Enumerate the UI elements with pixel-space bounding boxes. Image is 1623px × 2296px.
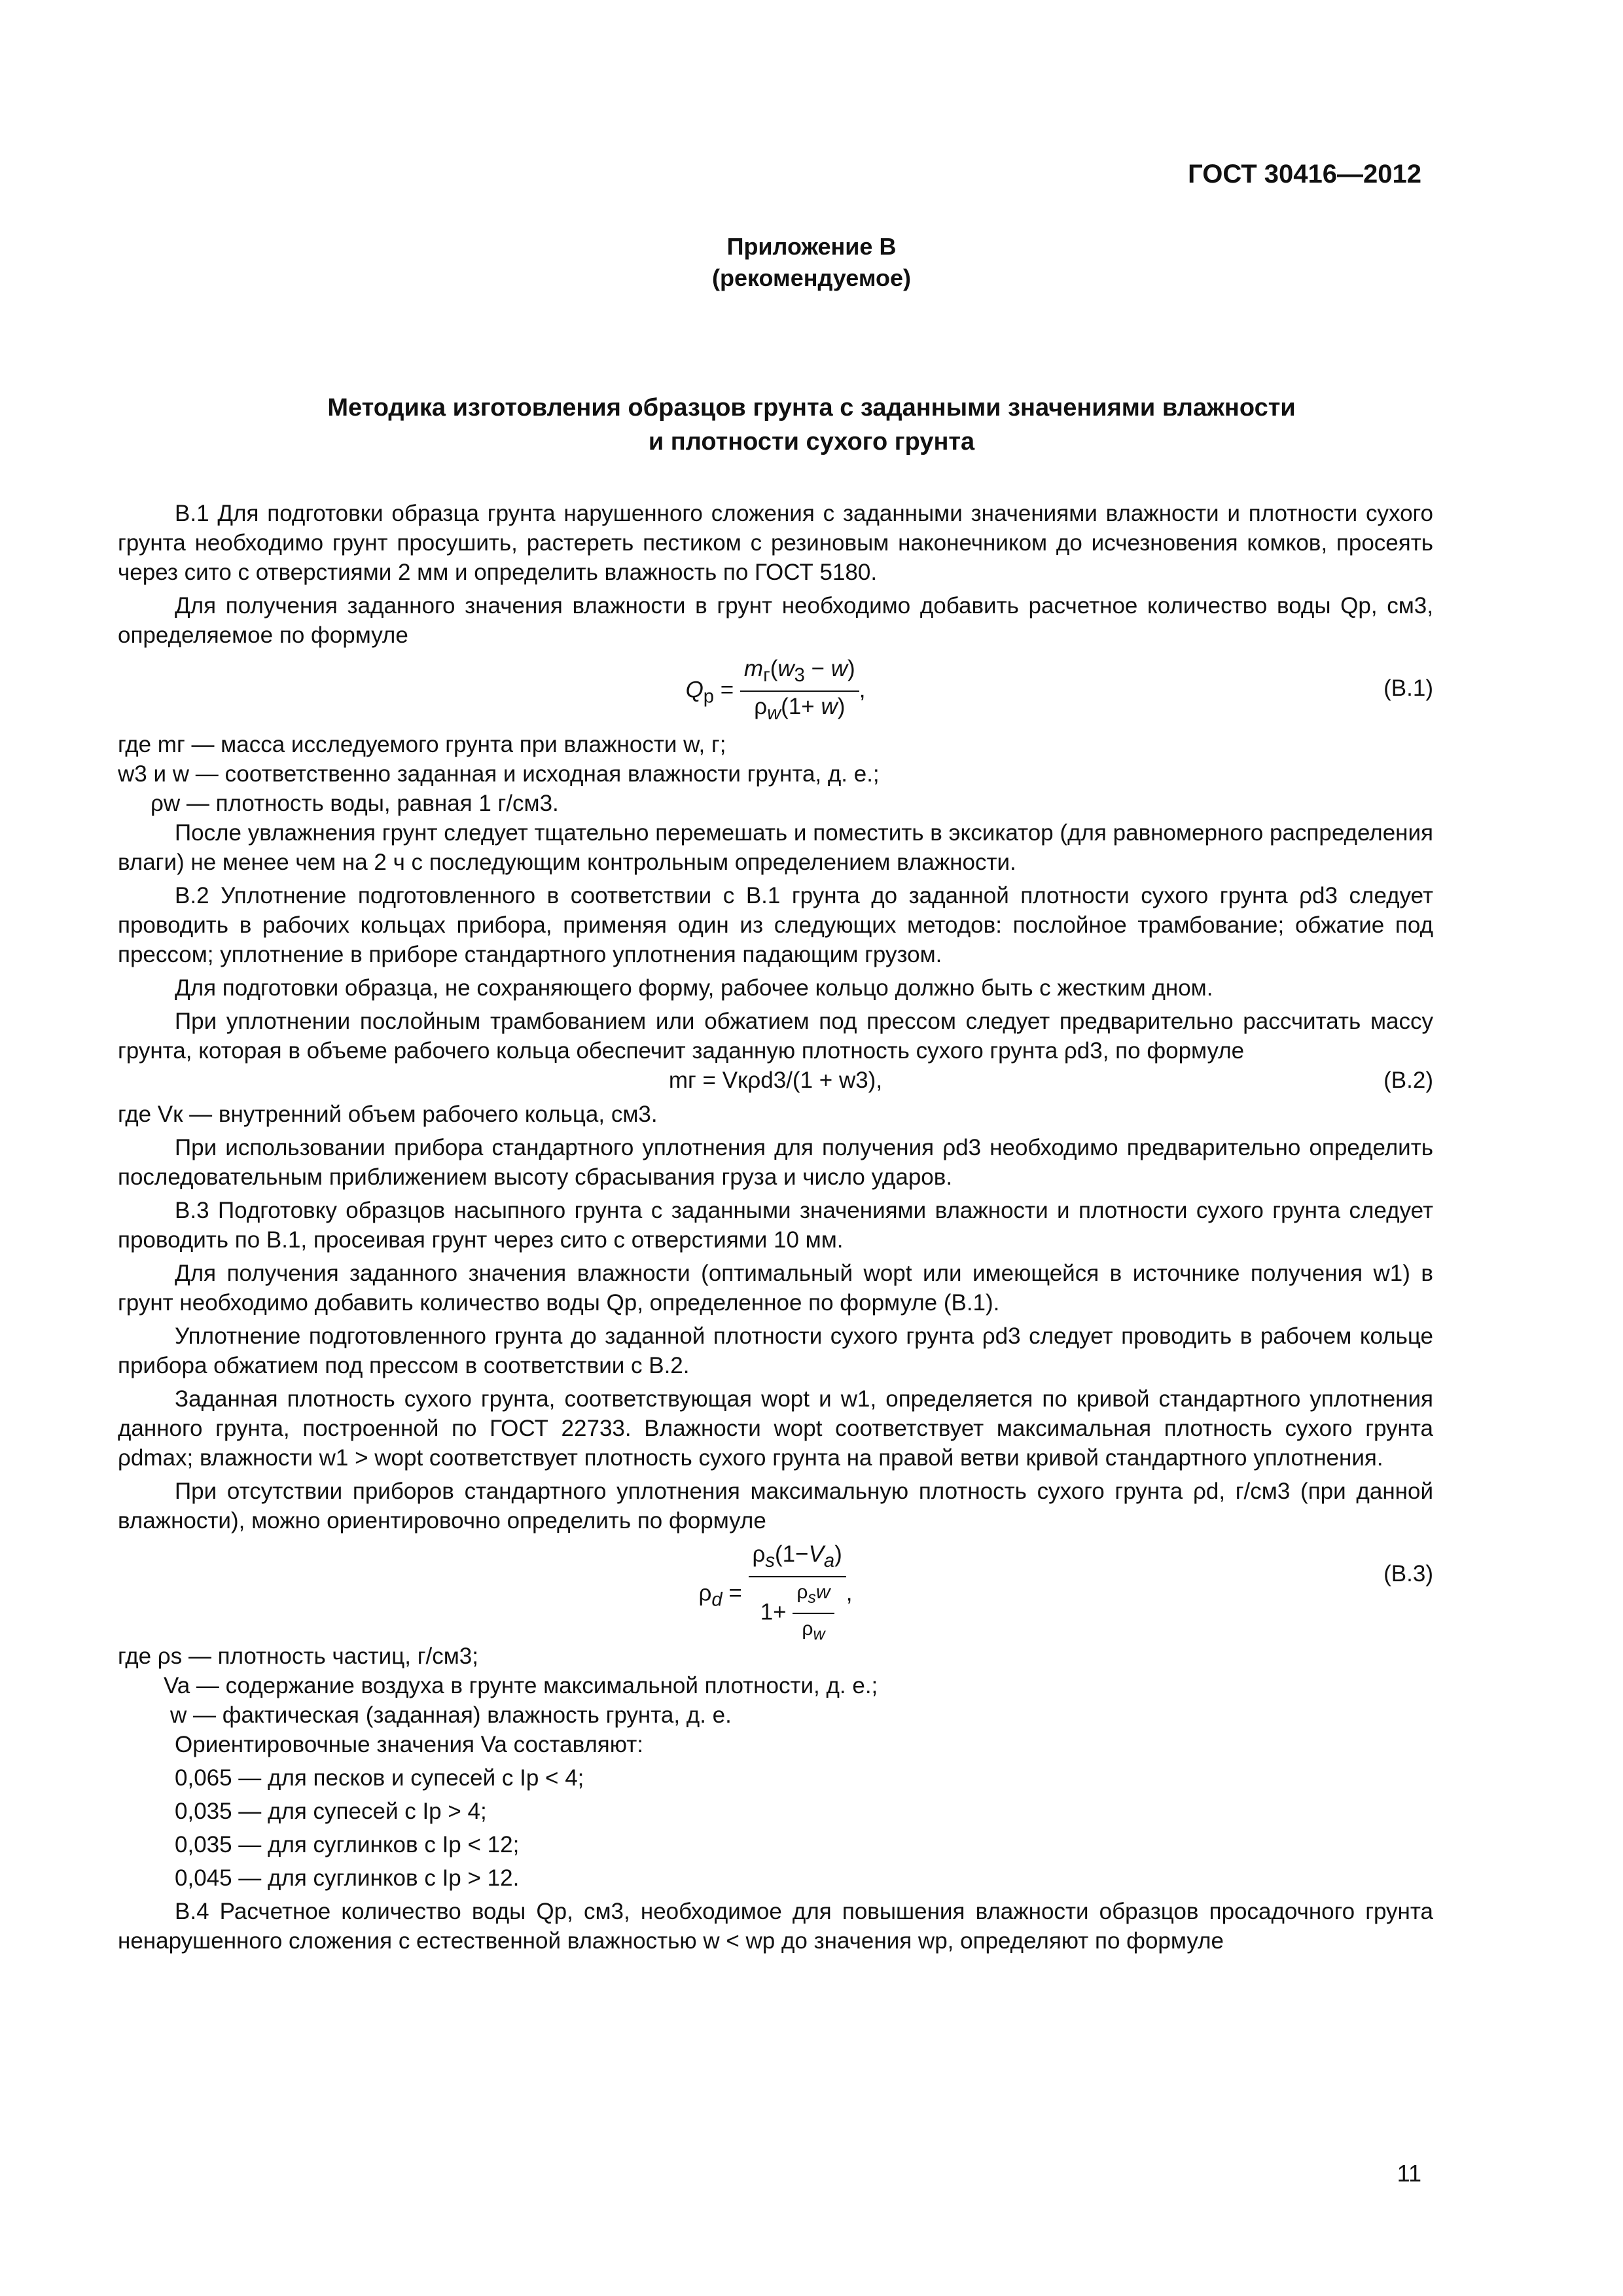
b2-paragraph-2: Для подготовки образца, не сохраняющего форму, рабочее кольцо должно быть с жестким дном. xyxy=(175,975,1213,1001)
body-text xyxy=(118,499,1433,1956)
b1-paragraph-1: В.1 Для подготовки образца грунта нарушенного сложения с заданными значениями влажности и плотности сухого грунта необходимо грунт просушить, растереть пестиком с резиновым наконечником до исчезновения комков, просеять через сито с отверстиями 2 мм и определить влажность по ГОСТ 5180. xyxy=(118,501,1433,585)
b1-where-1: где mг — масса исследуемого грунта при влажности w, г; xyxy=(118,732,726,757)
b3-va-item-2: 0,035 — для супесей с Ip > 4; xyxy=(175,1799,487,1824)
standard-header: ГОСТ 30416—2012 xyxy=(1188,160,1421,188)
main-title-line2: и плотности сухого грунта xyxy=(648,428,975,456)
page-number: 11 xyxy=(1397,2160,1421,2187)
formula-b1-expression: $Q_р$ = $\frac{m_г(w_3 - w)}{\rho_w(1+ w)}$ , xyxy=(118,654,1433,728)
b2-paragraph-4: При использовании прибора стандартного уплотнения для получения ρd3 необходимо предварительно определить последовательным приближением высоту сбрасывания груза и число ударов. xyxy=(118,1135,1433,1190)
b1-where-3: ρw — плотность воды, равная 1 г/см3. xyxy=(151,791,559,816)
b1-paragraph-3: После увлажнения грунт следует тщательно перемешать и поместить в эксикатор (для равномерного распределения влаги) не менее чем на 2 ч с последующим контрольным определением влажности. xyxy=(118,820,1433,875)
formula-b3-expression: $\rho_d$ = $\rho_s(1-V_a)$ 1+ $\frac{\rho_sw}{\rho_w}$ , xyxy=(118,1539,1433,1649)
formula-b1-number: (В.1) xyxy=(1383,675,1433,701)
b3-paragraph-5: При отсутствии приборов стандартного уплотнения максимальную плотность сухого грунта ρd, г/см3 (при данной влажности), можно ориентировочно определить по формуле xyxy=(118,1479,1433,1534)
formula-b2-number: (В.2) xyxy=(1383,1067,1433,1093)
formula-b1 xyxy=(118,654,1433,726)
b3-where-3: w — фактическая (заданная) влажность грунта, д. е. xyxy=(170,1702,732,1728)
b3-paragraph-4: Заданная плотность сухого грунта, соответствующая wopt и w1, определяется по кривой стандартного уплотнения данного грунта, построенной по ГОСТ 22733. Влажности wopt соответствует максимальная плотность сухого грунта ρdmax; влажности w1 > wopt соответствует плотность сухого грунта на правой ветви кривой стандартного уплотнения. xyxy=(118,1386,1433,1471)
formula-b2-expression: mг = Vкρd3/(1 + w3), xyxy=(668,1067,883,1093)
b3-va-intro: Ориентировочные значения Va составляют: xyxy=(175,1732,643,1757)
appendix-subtitle: (рекомендуемое) xyxy=(712,264,911,291)
b1-paragraph-2: Для получения заданного значения влажности в грунт необходимо добавить расчетное количество воды Qр, см3, определяемое по формуле xyxy=(118,593,1433,648)
b3-where-1: где ρs — плотность частиц, г/см3; xyxy=(118,1643,478,1669)
formula-b2 xyxy=(118,1066,1433,1100)
b3-paragraph-2: Для получения заданного значения влажности (оптимальный wopt или имеющейся в источнике получения w1) в грунт необходимо добавить количество воды Qр, определенное по формуле (В.1). xyxy=(118,1261,1433,1316)
b1-where-2: w3 и w — соответственно заданная и исходная влажности грунта, д. е.; xyxy=(118,761,880,787)
appendix-title: Приложение В xyxy=(726,233,897,260)
b3-va-item-1: 0,065 — для песков и супесей с Ip < 4; xyxy=(175,1765,584,1791)
b2-where: где Vк — внутренний объем рабочего кольца, см3. xyxy=(118,1102,658,1127)
b3-va-item-3: 0,035 — для суглинков с Ip < 12; xyxy=(175,1832,520,1857)
b2-paragraph-1: В.2 Уплотнение подготовленного в соответствии с В.1 грунта до заданной плотности сухого грунта ρd3 следует проводить в рабочих кольцах прибора, применяя один из следующих методов: послойное трамбование; обжатие под прессом; уплотнение в приборе стандартного уплотнения падающим грузом. xyxy=(118,883,1433,967)
main-title-line1: Методика изготовления образцов грунта с заданными значениями влажности xyxy=(327,394,1296,422)
b3-va-item-4: 0,045 — для суглинков с Ip > 12. xyxy=(175,1865,520,1891)
b3-where-2: Va — содержание воздуха в грунте максимальной плотности, д. е.; xyxy=(164,1673,878,1698)
b3-paragraph-3: Уплотнение подготовленного грунта до заданной плотности сухого грунта ρd3 следует проводить в рабочем кольце прибора обжатием под прессом в соответствии с В.2. xyxy=(118,1323,1433,1378)
b4-paragraph-1: В.4 Расчетное количество воды Qр, см3, необходимое для повышения влажности образцов просадочного грунта ненарушенного сложения с естественной влажностью w < wp до значения wp, определяют по формуле xyxy=(118,1899,1433,1954)
b2-paragraph-3: При уплотнении послойным трамбованием или обжатием под прессом следует предварительно рассчитать массу грунта, которая в объеме рабочего кольца обеспечит заданную плотность сухого грунта ρd3, по формуле xyxy=(118,1009,1433,1064)
formula-b3 xyxy=(118,1539,1433,1643)
b3-paragraph-1: В.3 Подготовку образцов насыпного грунта с заданными значениями влажности и плотности сухого грунта следует проводить по В.1, просеивая грунт через сито с отверстиями 10 мм. xyxy=(118,1198,1433,1253)
formula-b3-number: (В.3) xyxy=(1383,1561,1433,1587)
